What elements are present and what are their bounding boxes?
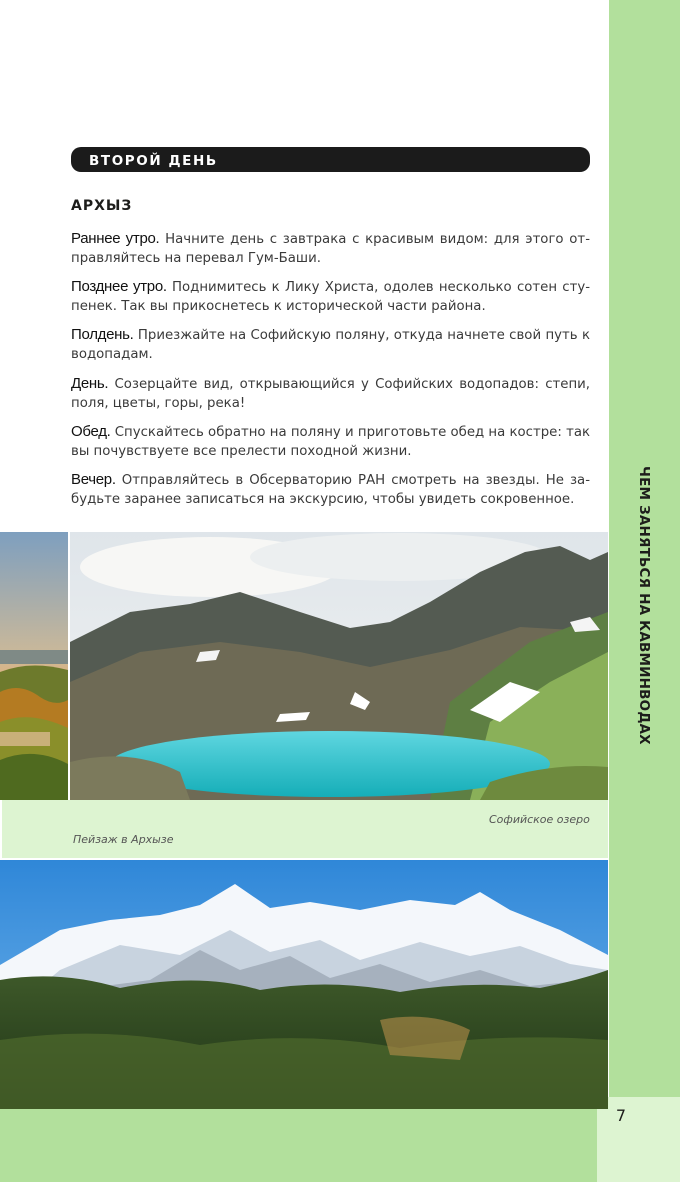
item-label: Позднее утро.	[71, 278, 167, 295]
landscape-photo	[0, 532, 68, 800]
place-heading: АРХЫЗ	[71, 198, 133, 214]
side-title: ЧЕМ ЗАНЯТЬСЯ НА КАВМИНВОДАХ	[636, 465, 652, 745]
item-label: Раннее утро.	[71, 230, 160, 247]
item-text: Начните день с завтрака с красивым видом: для этого отправляйтесь на перевал Гум-Баши.	[71, 232, 590, 266]
item-label: Обед.	[71, 423, 111, 440]
itinerary-item	[71, 422, 590, 461]
page-number: 7	[615, 1106, 627, 1125]
itinerary-item	[71, 374, 590, 413]
itinerary-item	[71, 470, 590, 509]
lake-photo	[70, 532, 608, 800]
itinerary-item	[71, 325, 590, 364]
item-label: День.	[71, 375, 109, 392]
lake-caption: Софийское озеро	[489, 813, 590, 826]
day-banner	[71, 147, 590, 172]
item-label: Полдень.	[71, 326, 134, 343]
day-banner-text: ВТОРОЙ ДЕНЬ	[89, 153, 218, 169]
item-label: Вечер.	[71, 471, 116, 488]
landscape-caption: Пейзаж в Архызе	[73, 833, 174, 846]
item-text: Созерцайте вид, открывающийся у Софийских водопадов: степи, поля, цветы, горы, река!	[71, 377, 590, 411]
item-text: Поднимитесь к Лику Христа, одолев несколько сотен ступенек. Так вы прикоснетесь к исторической части района.	[71, 280, 590, 314]
itinerary-item	[71, 277, 590, 316]
item-text: Отправляйтесь в Обсерваторию РАН смотреть на звезды. Не забудьте заранее записаться на экскурсию, чтобы увидеть сокровенное.	[71, 473, 590, 507]
caption-panel	[2, 800, 608, 858]
itinerary-item	[71, 229, 590, 268]
footer-band	[0, 1109, 597, 1182]
item-text: Спускайтесь обратно на поляну и приготовьте обед на костре: так вы почувствуете все прелести походной жизни.	[71, 425, 590, 459]
mountains-photo	[0, 860, 608, 1109]
item-text: Приезжайте на Софийскую поляну, откуда начнете свой путь к водопадам.	[71, 328, 590, 362]
